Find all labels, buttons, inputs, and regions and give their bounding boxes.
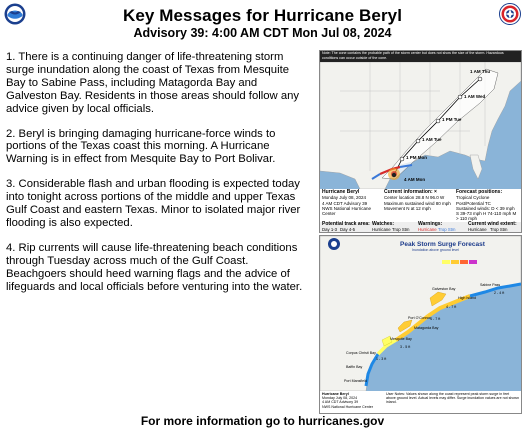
watches-item-2: Trop Stm [392, 227, 410, 232]
surge-storm-center: NWS National Hurricane Center [322, 404, 373, 409]
forecast-label: Forecast positions: [456, 189, 503, 195]
current-info-3: Movement N at 12 mph [384, 205, 431, 211]
wind-extent-label: Current wind extent: [468, 221, 517, 227]
pos-label-6: 4 AM Mon [404, 177, 426, 182]
surge-legend-2 [451, 260, 459, 264]
current-info-1: Center location 28.8 N 96.0 W [384, 195, 445, 201]
warnings-item-1: Hurricane [418, 227, 437, 232]
track-area-item-1: Day 1-3 [322, 227, 338, 232]
advisory-subtitle: Advisory 39: 4:00 AM CDT Mon Jul 08, 2024 [133, 26, 392, 40]
watches-item-1: Hurricane [372, 227, 391, 232]
key-message-4: 4. Rip currents will cause life-threatening beach conditions through Tuesday across much of the Gulf Coast. Beachgoers should heed warning flags and the advice of lifeguards and local officials before venturing into the water. [6, 241, 303, 293]
surge-storm-advisory: 4 AM CDT Advisory 39 [322, 400, 359, 405]
forecast-item-2: Post/Potential TC [456, 200, 491, 206]
key-message-3: 3. Considerable flash and urban flooding is expected today into tonight across portions of the middle and upper Texas Gulf Coast and eastern Texas. Minor to isolated major river flooding is also expected. [6, 178, 301, 229]
range-4: 3 - 5 ft [400, 345, 411, 349]
place-mesquite: Mesquite Bay [390, 337, 412, 341]
pos-label-2: 1 AM Wed [464, 94, 486, 99]
key-message-1: 1. There is a continuing danger of life-threatening storm surge inundation along the coast of Texas from Mesquite Bay to Sabine Pass, including Matagorda Bay and Galveston Bay. Residents in those areas should follow any advice given by local officials. [6, 51, 300, 115]
place-corpus: Corpus Christi Bay [346, 351, 376, 355]
surge-legend-1 [442, 260, 450, 264]
surge-legend [442, 251, 478, 255]
current-info-2: Maximum sustained wind 80 mph [384, 200, 451, 206]
cone-note: Note: The cone contains the probable path of the storm center but does not show the size of the storm. Hazardous conditions can occur outside of the cone. [320, 51, 521, 62]
pos-label-4: 1 AM Tue [422, 137, 442, 142]
cone-legend-row [320, 222, 521, 232]
forecast-item-1: Tropical Cyclone [456, 195, 490, 201]
place-baffin: Baffin Bay [346, 365, 363, 369]
surge-storm-date: Monday July 08, 2024 [322, 396, 358, 401]
surge-info [320, 391, 521, 413]
cone-legend [320, 189, 521, 232]
storm-surge-map [319, 235, 522, 414]
place-high-island: High Island [458, 296, 476, 300]
key-message-2: 2. Beryl is bringing damaging hurricane-force winds to portions of the Texas coast this morning. A Hurricane Warning is in effect from Mesquite Bay to Port Bolivar. [6, 127, 276, 166]
forecast-item-3: Sustained winds: D < 39 mph [456, 205, 515, 211]
storm-date: Monday July 08, 2024 [322, 195, 367, 201]
surge-user-note: User Notes: Values shown along the coast represent peak storm surge in feet above ground level. Actual levels may differ. Surge inundation values are not shown inland. [386, 392, 519, 405]
footer-link-text: For more information go to hurricanes.gov [140, 414, 385, 428]
place-matagorda: Matagorda Bay [414, 326, 439, 330]
range-1: 4 - 7 ft [446, 305, 457, 309]
current-info-label: Current information: × [384, 189, 437, 195]
storm-center: NWS National Hurricane Center [322, 205, 372, 217]
warnings-item-2: Trop Stm [438, 227, 456, 232]
warnings-label: Warnings: [418, 221, 443, 227]
forecast-item-4: S 39-73 mph H 74-110 mph M > 110 mph [456, 211, 517, 222]
surge-legend-4 [469, 260, 477, 264]
page-title: Key Messages for Hurricane Beryl [122, 6, 403, 25]
place-sabine-pass: Sabine Pass [480, 283, 501, 287]
place-galveston: Galveston Bay [432, 287, 456, 291]
range-2: 4 - 7 ft [430, 317, 441, 321]
wind-extent-item-1: Hurricane [468, 227, 487, 232]
pos-label-5: 1 PM Mon [406, 155, 427, 160]
track-area-item-2: Day 4-5 [340, 227, 356, 232]
storm-name: Hurricane Beryl [322, 189, 360, 195]
surge-subtitle: Inundation above ground level [412, 248, 459, 252]
surge-title: Peak Storm Surge Forecast [400, 241, 485, 248]
place-port-oconnor: Port O'Connor [408, 316, 431, 320]
range-5: 1 - 3 ft [376, 357, 387, 361]
key-messages [6, 51, 311, 306]
pos-label-3: 1 PM Tue [442, 117, 462, 122]
place-port-mansfield: Port Mansfield [344, 379, 367, 383]
watches-label: Watches: [372, 221, 395, 227]
surge-legend-3 [460, 260, 468, 264]
storm-advisory: 4 AM CDT Advisory 39 [322, 200, 368, 206]
track-area-label: Potential track area: [322, 221, 370, 227]
surge-storm-name: Hurricane Beryl [322, 392, 349, 396]
cone-map-graphic [320, 51, 521, 189]
pos-label-1: 1 AM Thu [470, 69, 491, 74]
track-cone-map [319, 50, 522, 233]
wind-extent-item-2: Trop Stm [490, 227, 508, 232]
surge-map-graphic [320, 236, 521, 391]
range-3: 2 - 4 ft [494, 291, 505, 295]
